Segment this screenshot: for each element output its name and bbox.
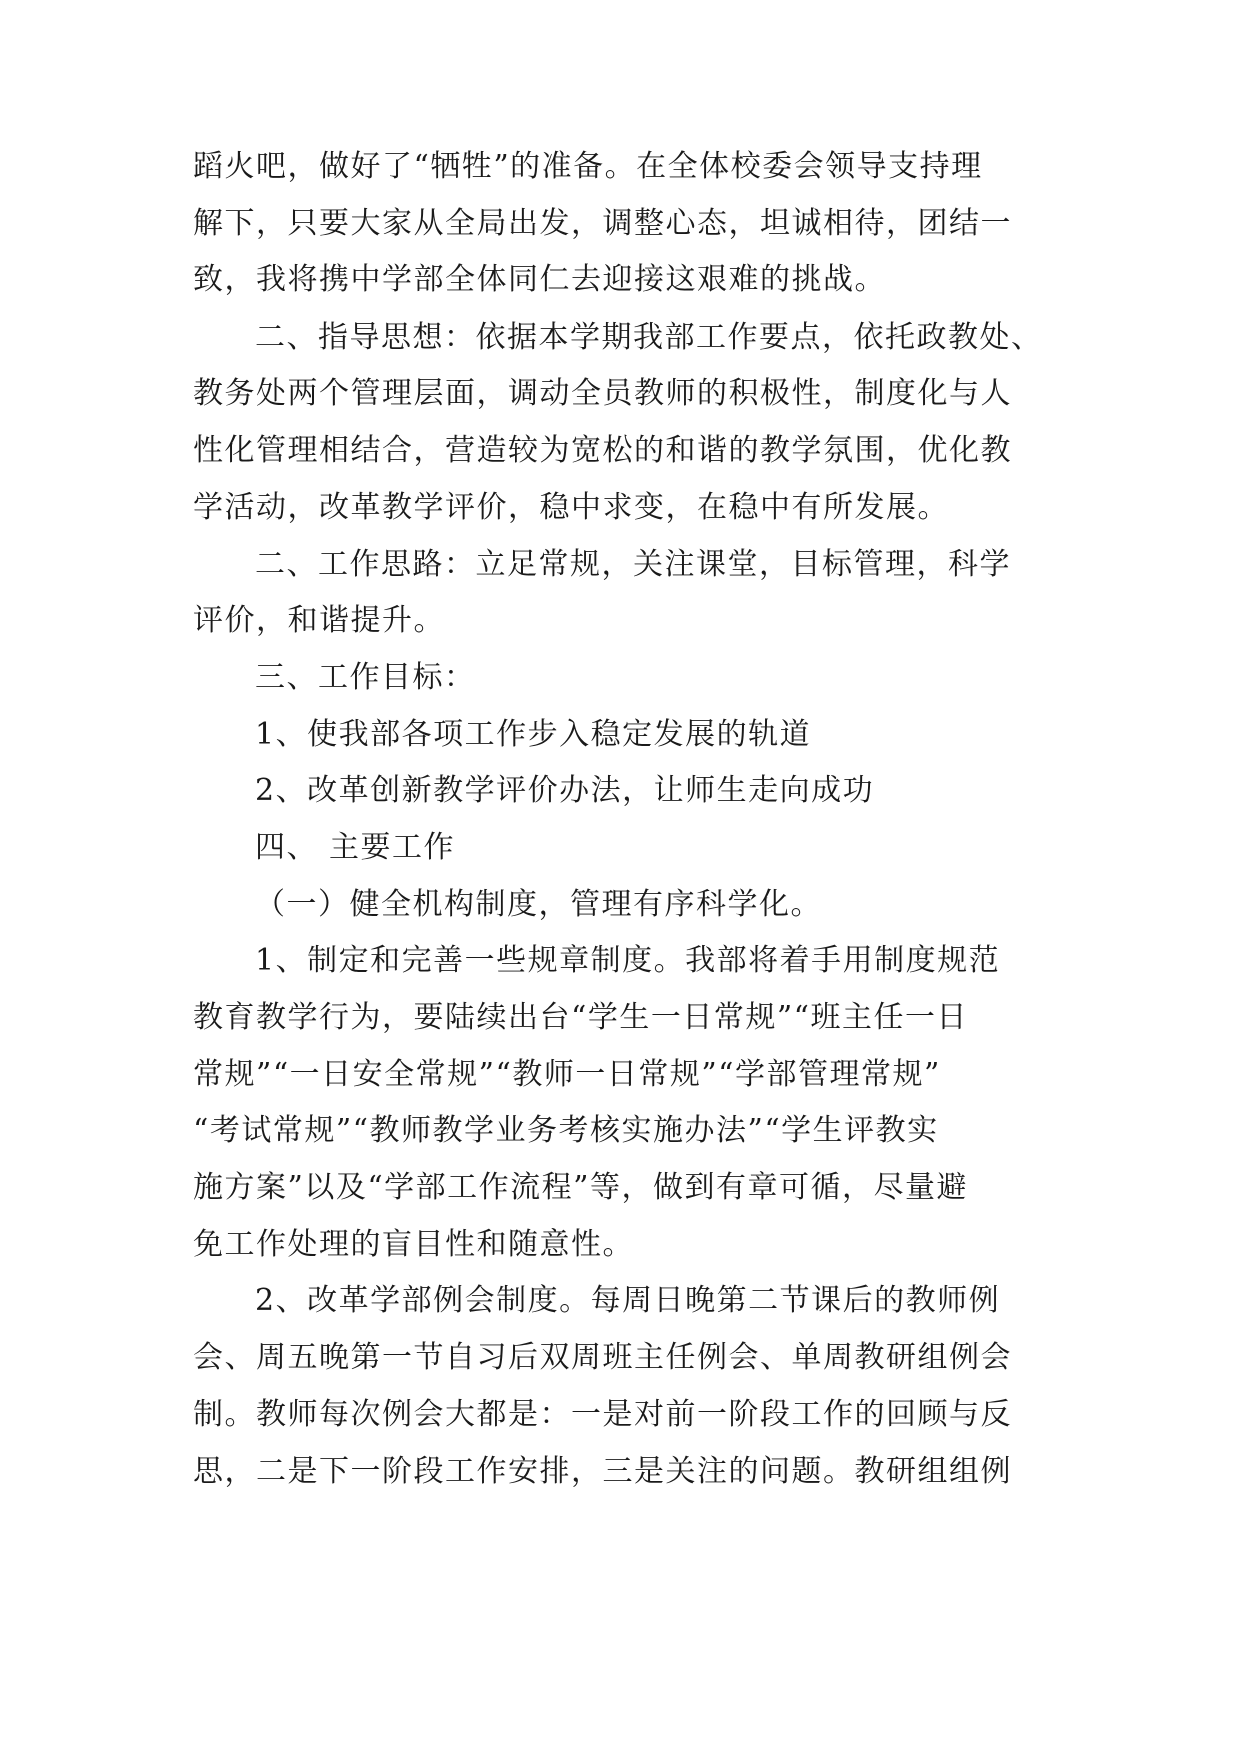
list-item: 2、改革创新教学评价办法，让师生走向成功 <box>255 773 875 808</box>
list-item: 1、制定和完善一些规章制度。我部将着手用制度规范 <box>255 943 1001 978</box>
text-line: 评价，和谐提升。 <box>193 603 445 638</box>
paragraph-heading: 二、工作思路：立足常规，关注课堂，目标管理，科学 <box>255 547 1011 582</box>
text-line: 蹈火吧，做好了“牺牲”的准备。在全体校委会领导支持理 <box>193 149 983 184</box>
paragraph-heading: 四、 主要工作 <box>255 830 456 865</box>
text-line: 会、周五晚第一节自习后双周班主任例会、单周教研组例会 <box>193 1340 1012 1375</box>
text-line: 免工作处理的盲目性和随意性。 <box>193 1227 634 1262</box>
text-line: 学活动，改革教学评价，稳中求变，在稳中有所发展。 <box>193 490 949 525</box>
paragraph-heading: 二、指导思想：依据本学期我部工作要点，依托政教处、 <box>255 320 1043 355</box>
text-line: 思，二是下一阶段工作安排，三是关注的问题。教研组组例 <box>193 1454 1012 1489</box>
paragraph-heading: 三、工作目标： <box>255 660 476 695</box>
text-line: 性化管理相结合，营造较为宽松的和谐的教学氛围，优化教 <box>193 433 1012 468</box>
text-line: 制。教师每次例会大都是：一是对前一阶段工作的回顾与反 <box>193 1397 1012 1432</box>
list-item: 1、使我部各项工作步入稳定发展的轨道 <box>255 717 812 752</box>
text-line: 教育教学行为，要陆续出台“学生一日常规”“班主任一日 <box>193 1000 969 1035</box>
list-item: 2、改革学部例会制度。每周日晚第二节课后的教师例 <box>255 1283 1001 1318</box>
section-heading: （一）健全机构制度，管理有序科学化。 <box>255 887 822 922</box>
text-line: “考试常规”“教师教学业务考核实施办法”“学生评教实 <box>193 1113 939 1148</box>
text-line: 常规”“一日安全常规”“教师一日常规”“学部管理常规” <box>193 1057 941 1092</box>
text-line: 解下，只要大家从全局出发，调整心态，坦诚相待，团结一 <box>193 206 1012 241</box>
text-line: 致，我将携中学部全体同仁去迎接这艰难的挑战。 <box>193 262 886 297</box>
text-line: 教务处两个管理层面，调动全员教师的积极性，制度化与人 <box>193 376 1012 411</box>
text-line: 施方案”以及“学部工作流程”等，做到有章可循，尽量避 <box>193 1170 969 1205</box>
